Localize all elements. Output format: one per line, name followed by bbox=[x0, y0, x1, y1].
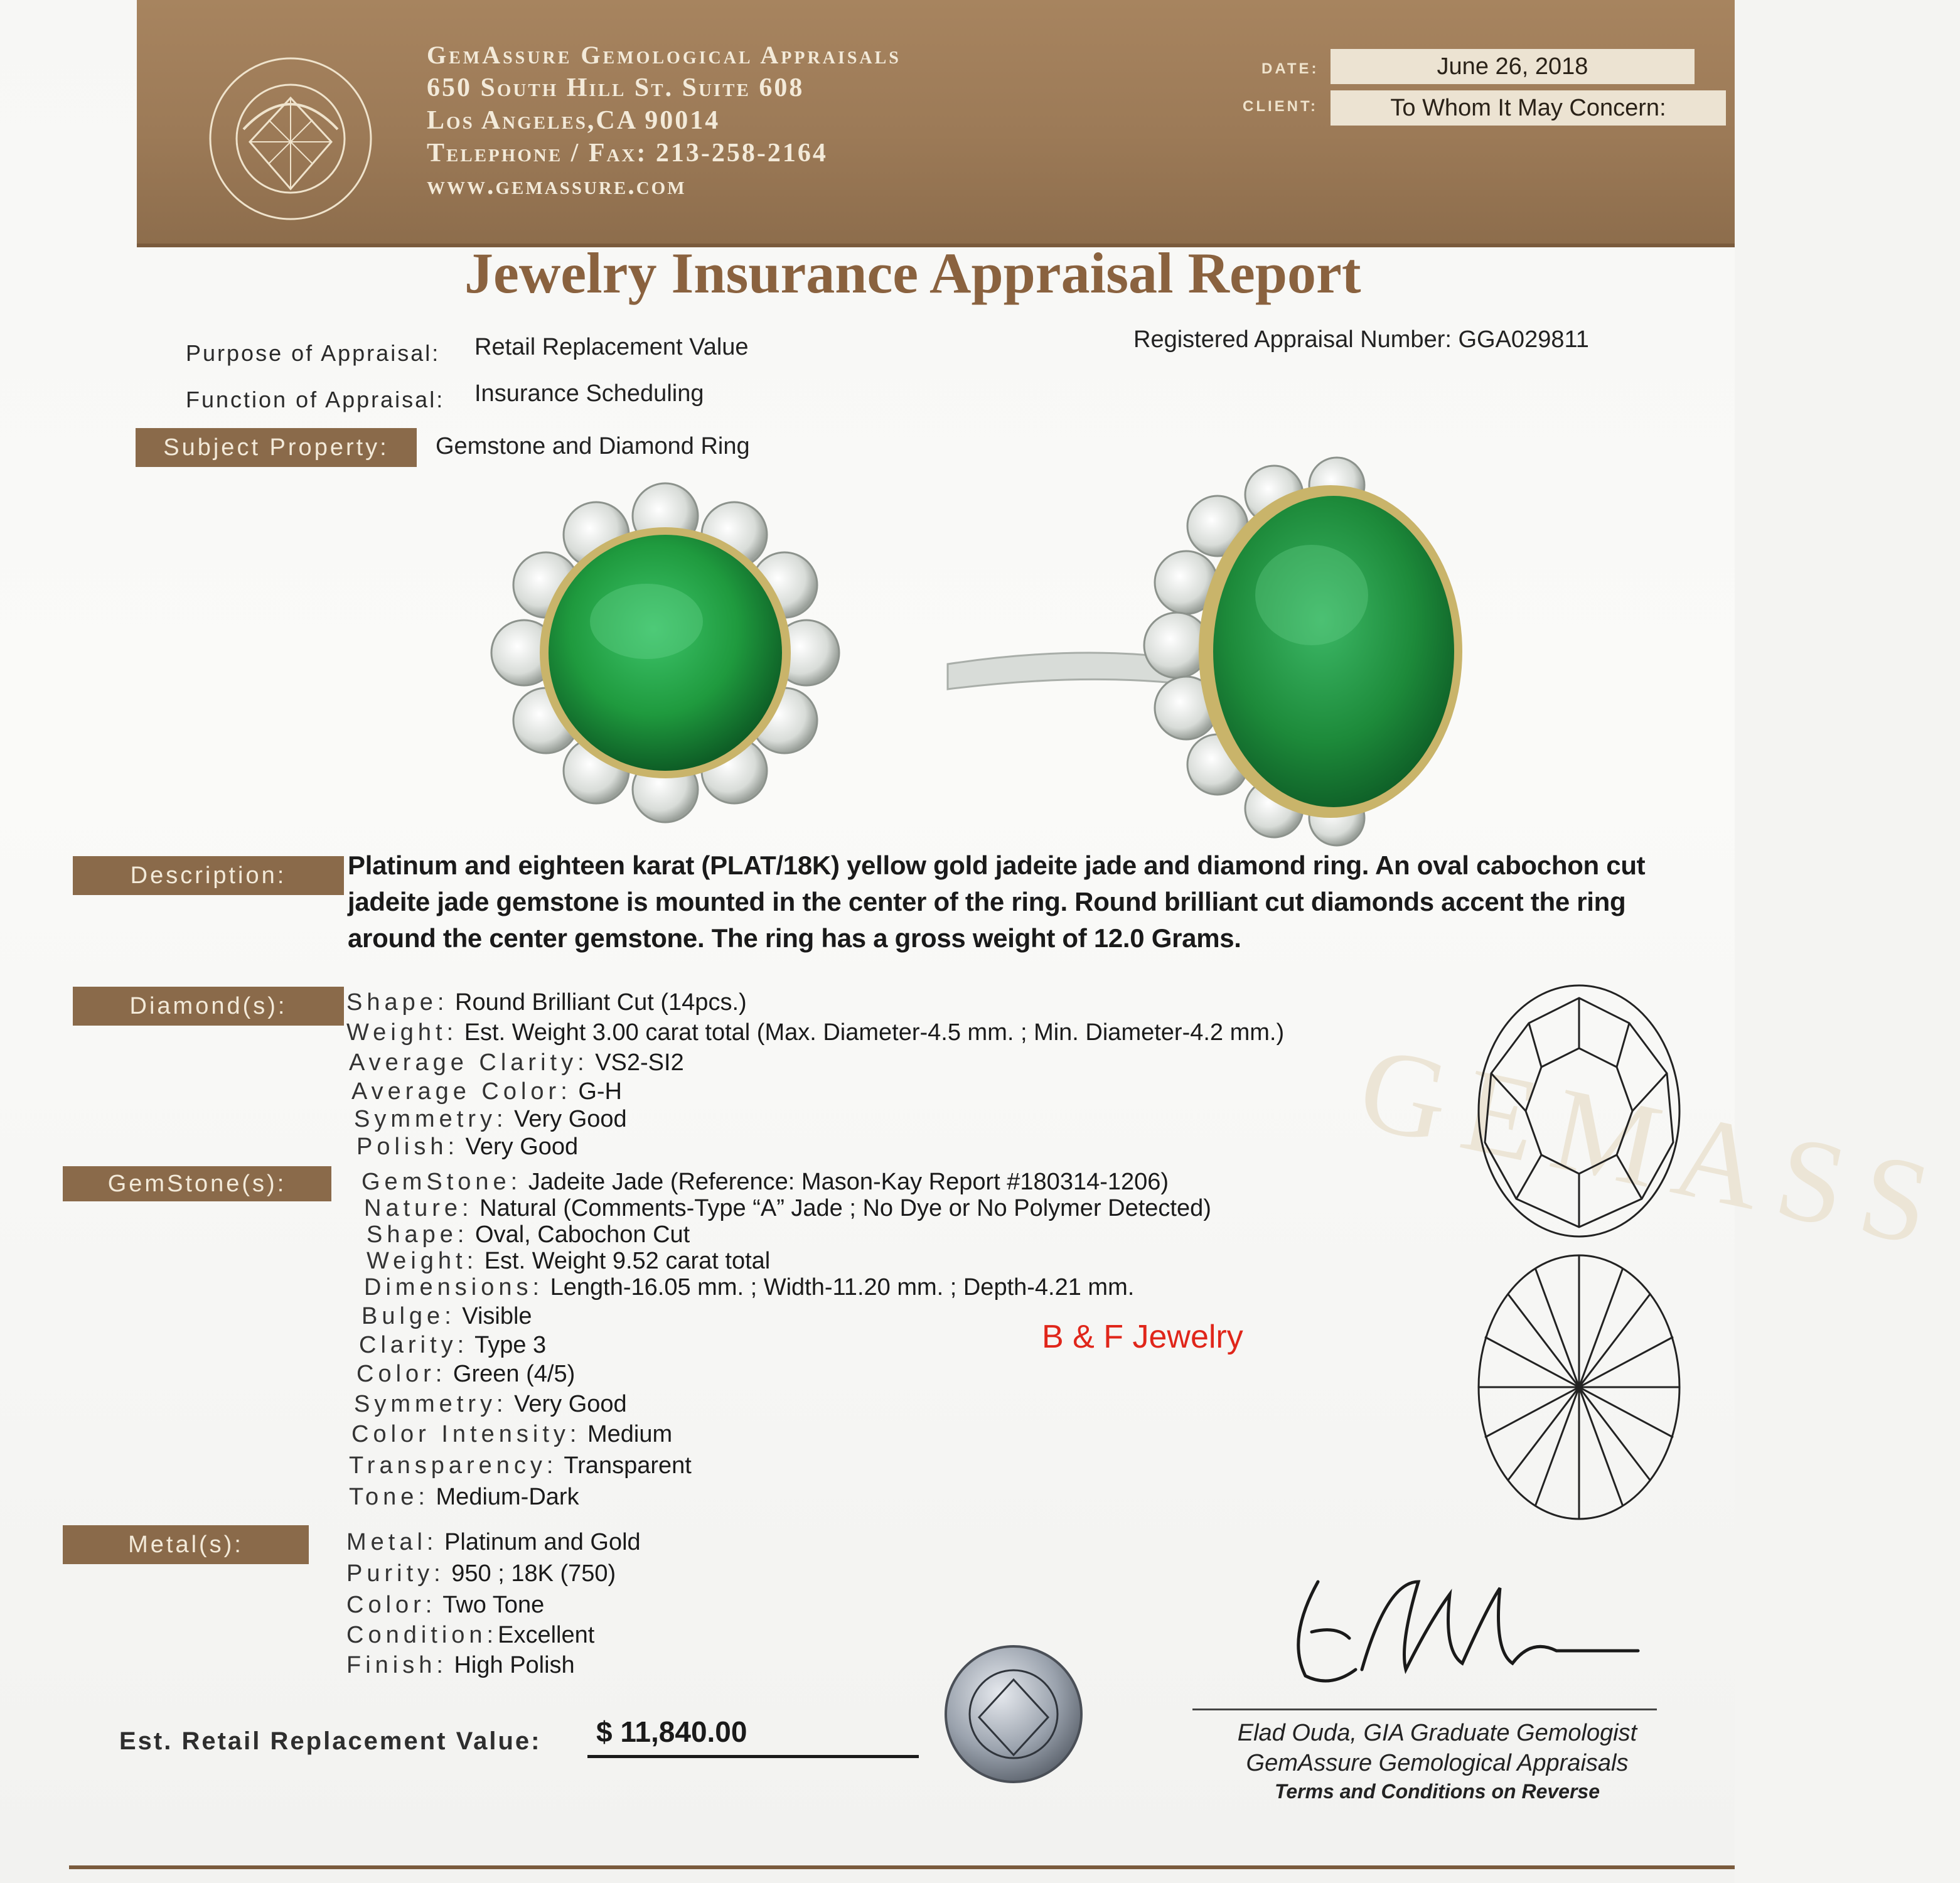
spec-row: Dimensions: Length-16.05 mm. ; Width-11.20 mm. ; Depth-4.21 mm. bbox=[364, 1274, 1135, 1301]
address-line-2: Los Angeles,CA 90014 bbox=[427, 106, 720, 135]
gemassure-watermark: GEMASS bbox=[1348, 1021, 1960, 1275]
date-label: DATE: bbox=[1261, 60, 1319, 77]
registered-number: Registered Appraisal Number: GGA029811 bbox=[1133, 326, 1589, 353]
metals-tag: Metal(s): bbox=[63, 1525, 309, 1564]
signature-line bbox=[1192, 1709, 1657, 1710]
valuation-label: Est. Retail Replacement Value: bbox=[119, 1727, 542, 1755]
terms-note: Terms and Conditions on Reverse bbox=[1274, 1780, 1600, 1803]
function-label: Function of Appraisal: bbox=[186, 387, 445, 412]
spec-row: Average Color: G-H bbox=[351, 1078, 622, 1105]
spec-row: Weight: Est. Weight 9.52 carat total bbox=[367, 1248, 771, 1274]
description-text: Platinum and eighteen karat (PLAT/18K) yellow gold jadeite jade and diamond ring. An oval cabochon cut jadeite jade gemstone is mounted in the center of the ring. Round brilliant cut diamonds accent the ring around the center gemstone. The ring has a gross weight of 12.0 Grams. bbox=[348, 850, 1646, 953]
spec-row: Average Clarity: VS2-SI2 bbox=[349, 1049, 684, 1076]
date-value: June 26, 2018 bbox=[1331, 49, 1695, 84]
website-link[interactable]: www.gemassure.com bbox=[427, 171, 687, 200]
purpose-value: Retail Replacement Value bbox=[474, 334, 749, 360]
spec-row: Shape: Oval, Cabochon Cut bbox=[367, 1221, 690, 1248]
bottom-rule bbox=[69, 1865, 1735, 1869]
company-name: GemAssure Gemological Appraisals bbox=[427, 41, 901, 69]
client-value: To Whom It May Concern: bbox=[1331, 90, 1726, 126]
spec-row: Transparency: Transparent bbox=[349, 1452, 692, 1479]
spec-row: Purity: 950 ; 18K (750) bbox=[346, 1560, 616, 1587]
diamonds-tag: Diamond(s): bbox=[73, 987, 344, 1026]
spec-row: Metal: Platinum and Gold bbox=[346, 1529, 641, 1555]
appraiser-name: Elad Ouda, GIA Graduate Gemologist bbox=[1237, 1720, 1637, 1746]
spec-row: Color Intensity: Medium bbox=[351, 1421, 673, 1447]
spec-row: Color: Two Tone bbox=[346, 1592, 545, 1618]
ring-side-image bbox=[948, 457, 1682, 846]
header-band bbox=[137, 0, 1735, 247]
round-brilliant-diagram-icon bbox=[1472, 979, 1686, 1243]
client-label: CLIENT: bbox=[1243, 98, 1318, 115]
appraiser-company: GemAssure Gemological Appraisals bbox=[1246, 1750, 1629, 1776]
phone-line: Telephone / Fax: 213-258-2164 bbox=[427, 139, 828, 168]
valuation-underline bbox=[587, 1755, 919, 1758]
ring-front-image bbox=[464, 477, 866, 829]
function-value: Insurance Scheduling bbox=[474, 380, 704, 407]
description-tag: Description: bbox=[73, 856, 344, 895]
subject-property-value: Gemstone and Diamond Ring bbox=[436, 433, 750, 459]
spec-row: Tone: Medium-Dark bbox=[349, 1484, 579, 1510]
address-line-1: 650 South Hill St. Suite 608 bbox=[427, 73, 805, 102]
gemstones-tag: GemStone(s): bbox=[63, 1166, 331, 1201]
spec-row: Weight: Est. Weight 3.00 carat total (Max. Diameter-4.5 mm. ; Min. Diameter-4.2 mm.) bbox=[346, 1019, 1285, 1046]
gemassure-seal-icon bbox=[206, 54, 375, 223]
spec-row: Finish: High Polish bbox=[346, 1652, 575, 1678]
spec-row: Nature: Natural (Comments-Type “A” Jade ; No Dye or No Polymer Detected) bbox=[364, 1195, 1211, 1221]
signature-image bbox=[1261, 1544, 1638, 1707]
spec-row: Shape: Round Brilliant Cut (14pcs.) bbox=[346, 989, 747, 1016]
spec-row: Symmetry: Very Good bbox=[354, 1106, 627, 1132]
purpose-label: Purpose of Appraisal: bbox=[186, 340, 441, 366]
spec-row: Polish: Very Good bbox=[356, 1134, 579, 1160]
valuation-amount: $ 11,840.00 bbox=[596, 1715, 747, 1748]
report-title: Jewelry Insurance Appraisal Report bbox=[464, 241, 1361, 305]
hologram-seal-icon bbox=[941, 1642, 1086, 1786]
spec-row: Color: Green (4/5) bbox=[356, 1361, 576, 1387]
oval-cabochon-diagram-icon bbox=[1472, 1249, 1686, 1525]
spec-row: Clarity: Type 3 bbox=[359, 1332, 547, 1358]
company-block bbox=[427, 39, 901, 202]
spec-row: GemStone: Jadeite Jade (Reference: Mason-Kay Report #180314-1206) bbox=[361, 1169, 1169, 1195]
spec-row: Symmetry: Very Good bbox=[354, 1391, 627, 1417]
spec-row: Bulge: Visible bbox=[361, 1303, 532, 1329]
subject-property-tag: Subject Property: bbox=[136, 428, 417, 467]
spec-row: Condition:Excellent bbox=[346, 1622, 595, 1648]
dealer-stamp: B & F Jewelry bbox=[1042, 1319, 1243, 1355]
